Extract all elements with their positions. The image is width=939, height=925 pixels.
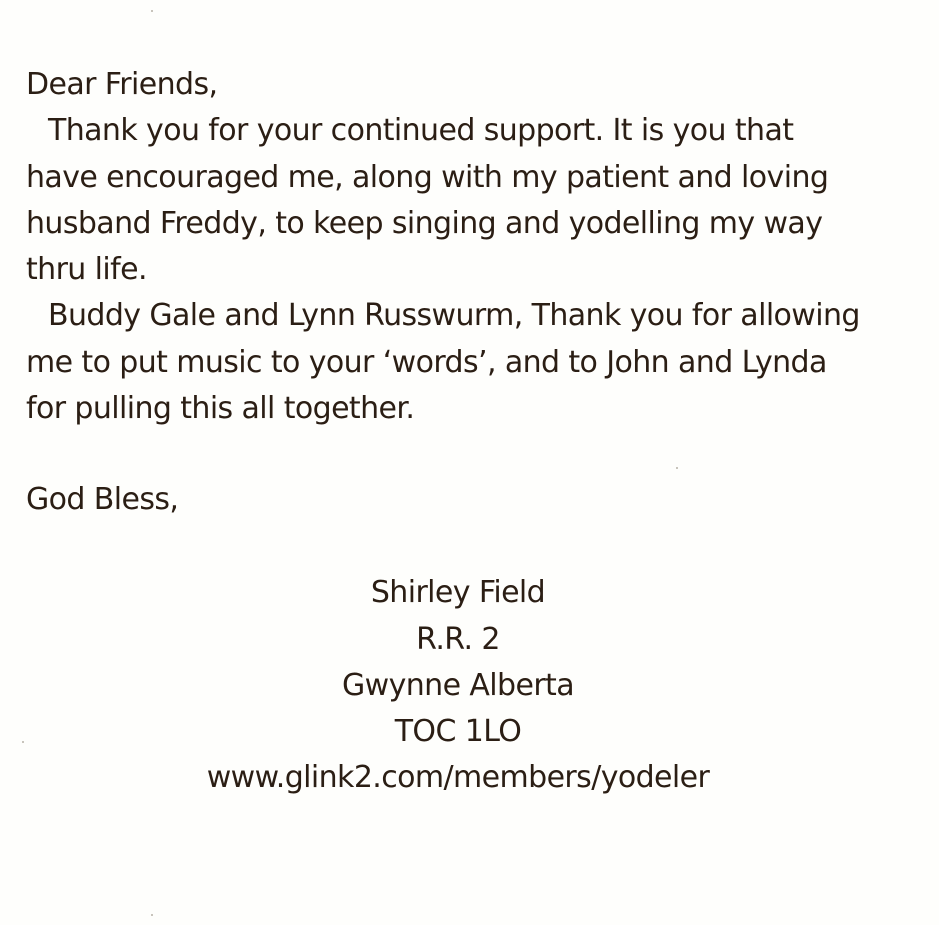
signature-city: Gwynne Alberta [342, 668, 574, 703]
signature-address: R.R. 2 [416, 622, 500, 657]
paragraph-1-line-3: husband Freddy, to keep singing and yodelling my way [26, 206, 823, 241]
paragraph-1-line-4: thru life. [26, 252, 147, 287]
paragraph-1-line-1: Thank you for your continued support. It is you that [48, 113, 794, 148]
signature-website: www.glink2.com/members/yodeler [206, 760, 710, 795]
closing: God Bless, [26, 482, 179, 517]
paper-speck [151, 10, 153, 12]
paper-speck [151, 914, 153, 916]
paragraph-2-line-3: for pulling this all together. [26, 391, 415, 426]
paragraph-2-line-1: Buddy Gale and Lynn Russwurm, Thank you for allowing [48, 298, 860, 333]
signature-postal-code: TOC 1LO [394, 714, 522, 749]
paragraph-1-line-2: have encouraged me, along with my patient and loving [26, 160, 829, 195]
paper-speck [676, 467, 678, 469]
salutation: Dear Friends, [26, 67, 218, 102]
paragraph-2-line-2: me to put music to your ‘words’, and to John and Lynda [26, 345, 827, 380]
paper-speck [22, 741, 24, 743]
signature-name: Shirley Field [370, 575, 546, 610]
